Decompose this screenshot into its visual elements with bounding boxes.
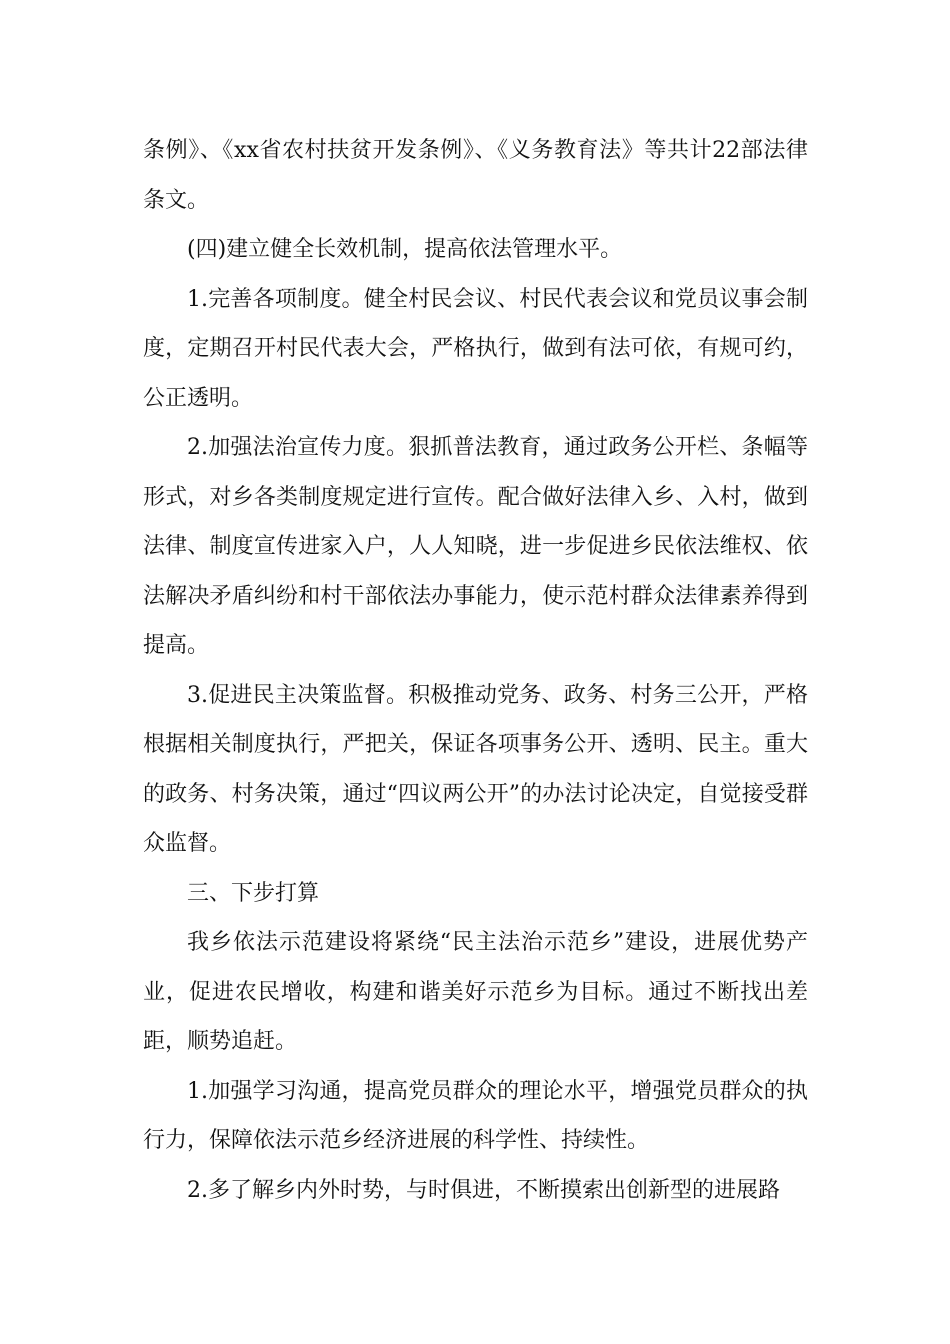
paragraph-1: 条例》、《xx省农村扶贫开发条例》、《义务教育法》等共计22部法律条文。: [143, 138, 808, 213]
document-body: [143, 126, 808, 1215]
paragraph-8: 1.加强学习沟通，提高党员群众的理论水平，增强党员群众的执行力，保障依法示范乡经济进展的科学性、持续性。: [143, 1078, 808, 1153]
paragraph-9: 2.多了解乡内外时势，与时俱进，不断摸索出创新型的进展路: [187, 1177, 780, 1203]
section-heading: 三、下步打算: [187, 880, 320, 906]
paragraph-2-heading: (四)建立健全长效机制，提高依法管理水平。: [187, 237, 623, 262]
paragraph-5: 3.促进民主决策监督。积极推动党务、政务、村务三公开，严格根据相关制度执行，严把关，保证各项事务公开、透明、民主。重大的政务、村务决策，通过“四议两公开”的办法讨论决定，自觉接受群众监督。: [143, 682, 808, 856]
paragraph-4: 2.加强法治宣传力度。狠抓普法教育，通过政务公开栏、条幅等形式，对乡各类制度规定进行宣传。配合做好法律入乡、入村，做到法律、制度宣传进家入户，人人知晓，进一步促进乡民依法维权、依法解决矛盾纠纷和村干部依法办事能力，使示范村群众法律素养得到提高。: [143, 435, 808, 658]
paragraph-3: 1.完善各项制度。健全村民会议、村民代表会议和党员议事会制度，定期召开村民代表大会，严格执行，做到有法可依，有规可约，公正透明。: [143, 286, 808, 411]
paragraph-7: 我乡依法示范建设将紧绕“民主法治示范乡”建设，进展优势产业，促进农民增收，构建和谐美好示范乡为目标。通过不断找出差距，顺势追赶。: [143, 930, 808, 1054]
